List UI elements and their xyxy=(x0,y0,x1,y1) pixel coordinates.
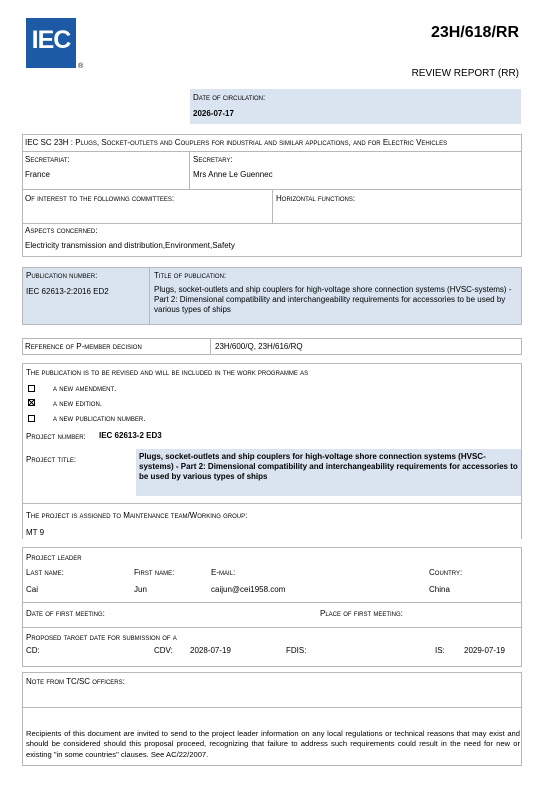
project-title-value: Plugs, socket-outlets and ship couplers for high-voltage shore connection systems (HVSC-systems) - Part 2: Dimensional compatibility and interchangeability requirements for accessories to be used by various types of ships xyxy=(139,452,518,481)
reference-value: 23H/600/Q, 23H/616/RQ xyxy=(215,342,303,351)
committee-block xyxy=(22,134,522,257)
publication-title-label: Title of publication: xyxy=(154,271,227,280)
leader-heading: Project leader xyxy=(26,553,82,562)
iec-logo-text: IEC xyxy=(31,26,71,54)
divider xyxy=(23,151,521,152)
first-meeting-date-label: Date of first meeting: xyxy=(26,609,105,618)
note-label: Note from TC/SC officers: xyxy=(26,677,125,686)
target-cdv-label: CDV: xyxy=(154,646,173,655)
circulation-box xyxy=(190,89,521,124)
committee-line: IEC SC 23H : Plugs, Socket-outlets and Couplers for industrial and similar applications, and for Electric Vehicles xyxy=(25,138,448,147)
target-cdv-value: 2028-07-19 xyxy=(190,646,231,655)
divider xyxy=(23,627,521,628)
email-label: E-mail: xyxy=(211,568,236,577)
divider xyxy=(189,151,190,189)
iec-logo xyxy=(26,18,76,68)
target-fdis-label: FDIS: xyxy=(286,646,307,655)
reference-label: Reference of P-member decision xyxy=(25,342,142,351)
project-number-value: IEC 62613-2 ED3 xyxy=(99,431,162,440)
divider xyxy=(23,223,521,224)
aspects-label: Aspects concerned: xyxy=(25,226,98,235)
divider xyxy=(272,189,273,223)
first-name-label: First name: xyxy=(134,568,175,577)
email-value[interactable]: caijun@cei1958.com xyxy=(211,585,286,594)
maintenance-value: MT 9 xyxy=(26,528,45,537)
first-name-value: Jun xyxy=(134,585,147,594)
registered-mark: ® xyxy=(78,63,84,70)
publication-title: Plugs, socket-outlets and ship couplers for high-voltage shore connection systems (HVSC-systems) - Part 2: Dimensional compatibility and interchangeability requirements for accessories to be used by various types of ships xyxy=(154,285,512,314)
divider xyxy=(23,503,521,504)
divider xyxy=(149,268,150,324)
divider xyxy=(23,602,521,603)
project-title-box xyxy=(136,449,521,496)
last-name-value: Cai xyxy=(26,585,39,594)
option-new-amendment: a new amendment. xyxy=(53,384,117,393)
project-number-label: Project number: xyxy=(26,432,86,441)
project-title-label: Project title: xyxy=(26,455,77,464)
option-new-publication-number: a new publication number. xyxy=(53,414,146,423)
secretariat-value: France xyxy=(25,170,50,179)
country-label: Country: xyxy=(429,568,463,577)
document-id: 23H/618/RR xyxy=(430,24,519,41)
note-block xyxy=(22,672,522,708)
revision-block xyxy=(22,363,522,539)
interest-label: Of interest to the following committees: xyxy=(25,194,175,203)
footer-text: Recipients of this document are invited to send to the project leader information on any local regulations or technical reasons that may exist and should be considered should this proposal proceed, recognizing that failure to address such requirements could result in the need for new or existing "in some countries" clauses. See AC/22/2007. xyxy=(26,729,520,759)
circulation-label: Date of circulation: xyxy=(193,93,266,102)
secretary-value: Mrs Anne Le Guennec xyxy=(193,170,273,179)
target-cd-label: CD: xyxy=(26,646,40,655)
secretary-label: Secretary: xyxy=(193,155,233,164)
aspects-value: Electricity transmission and distribution,Environment,Safety xyxy=(25,241,235,250)
footer-block xyxy=(22,708,522,766)
checkbox-new-amendment[interactable] xyxy=(28,385,35,392)
target-is-label: IS: xyxy=(435,646,445,655)
target-is-value: 2029-07-19 xyxy=(464,646,505,655)
leader-block xyxy=(22,547,522,667)
last-name-label: Last name: xyxy=(26,568,64,577)
horizontal-label: Horizontal functions: xyxy=(276,194,356,203)
publication-block xyxy=(22,267,522,325)
publication-number-label: Publication number: xyxy=(26,271,98,280)
option-new-edition: a new edition. xyxy=(53,399,103,408)
target-label: Proposed target date for submission of a xyxy=(26,633,177,642)
checkbox-new-edition[interactable] xyxy=(28,399,35,406)
divider xyxy=(210,339,211,354)
circulation-date: 2026-07-17 xyxy=(193,109,234,118)
first-meeting-place-label: Place of first meeting: xyxy=(320,609,403,618)
secretariat-label: Secretariat: xyxy=(25,155,70,164)
reference-row xyxy=(22,338,522,355)
publication-number: IEC 62613-2:2016 ED2 xyxy=(26,287,109,296)
maintenance-label: The project is assigned to Maintenance team/Working group: xyxy=(26,511,248,520)
report-type: REVIEW REPORT (RR) xyxy=(411,68,519,79)
country-value: China xyxy=(429,585,450,594)
checkbox-new-publication-number[interactable] xyxy=(28,415,35,422)
revision-intro: The publication is to be revised and will be included in the work programme as xyxy=(26,368,309,377)
